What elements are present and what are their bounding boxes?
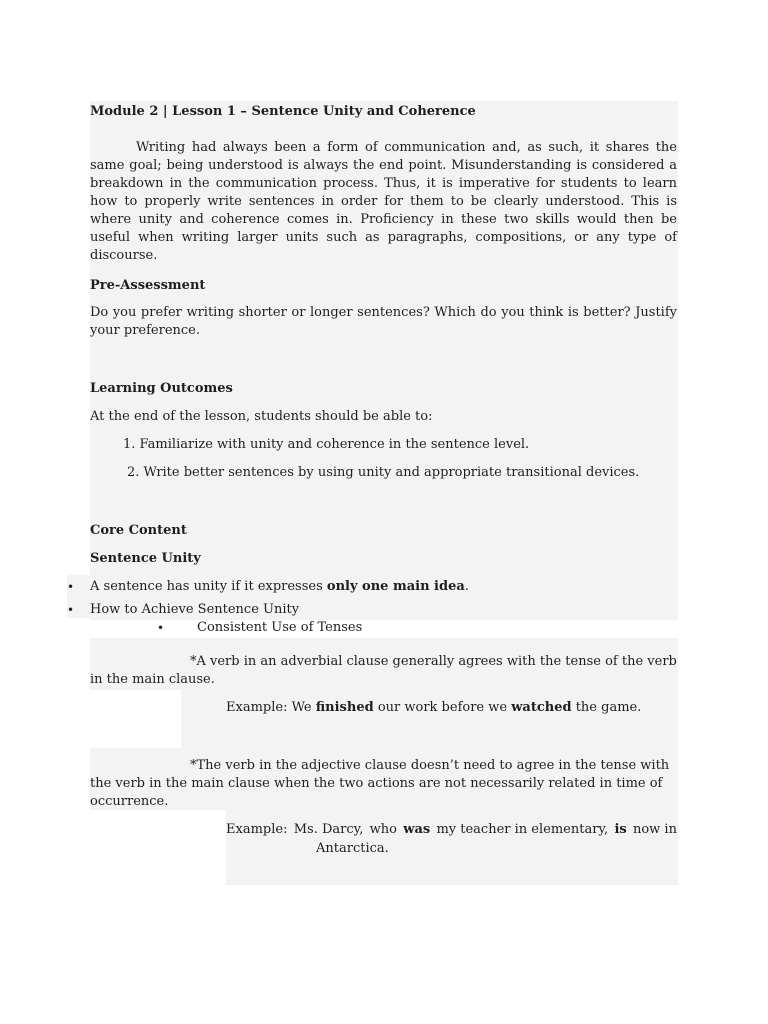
example-2-label: Example:	[226, 822, 288, 837]
example-2-now: now in	[632, 822, 677, 837]
rule-2-text: *The verb in the adjective clause doesn’t need to agree in the tense with the verb in the main clause when the two actions are not necessarily related in time of occurrence.	[90, 758, 670, 809]
outcome-item-2: 2. Write better sentences by using unity and appropriate transitional devices.	[127, 465, 640, 480]
example-2-line-1	[226, 821, 677, 839]
example-1-verb-2: watched	[511, 700, 572, 715]
example-2-verb-is: is	[614, 822, 627, 837]
example-1-label: Example: We	[226, 700, 316, 715]
example-1-mid: our work before we	[373, 700, 512, 715]
example-2-verb-was: was	[403, 822, 431, 837]
pre-assessment-text: Do you prefer writing shorter or longer sentences? Which do you think is better? Justify your preference.	[90, 305, 677, 338]
bullet-icon: •	[67, 603, 75, 617]
outcome-item-1: 1. Familiarize with unity and coherence in the sentence level.	[123, 437, 530, 452]
bullet-item-1	[90, 578, 469, 596]
example-2-mid: my teacher in elementary,	[436, 822, 609, 837]
bullet-icon: •	[67, 580, 75, 594]
bullet-1-text: A sentence has unity if it expresses	[90, 579, 327, 594]
example-1-end: the game.	[571, 700, 642, 715]
example-1	[226, 699, 641, 717]
example-1-verb-1: finished	[315, 700, 374, 715]
bullet-item-2: How to Achieve Sentence Unity	[90, 602, 300, 617]
core-content-heading: Core Content	[90, 523, 187, 538]
sentence-unity-heading: Sentence Unity	[90, 551, 201, 566]
learning-outcomes-intro: At the end of the lesson, students should be able to:	[90, 409, 433, 424]
bullet-1-emphasis: only one main idea	[326, 579, 465, 594]
rule-1-text: *A verb in an adverbial clause generally agrees with the tense of the verb in the main clause.	[90, 654, 677, 687]
pre-assessment-heading: Pre-Assessment	[90, 278, 206, 293]
bullet-1-period: .	[464, 579, 469, 594]
sub-bullet-item: Consistent Use of Tenses	[197, 620, 363, 635]
learning-outcomes-heading: Learning Outcomes	[90, 381, 233, 396]
intro-paragraph: Writing had always been a form of communication and, as such, it shares the same goal; being understood is always the end point. Misunderstanding is considered a breakdown in the communication process. Thus, it is imperative for students to learn how to properly write sentences in order for them to be clearly understood. This is where unity and coherence comes in. Proficiency in these two skills would then be useful when writing larger units such as paragraphs, compositions, or any type of discourse.	[90, 140, 677, 263]
example-2-who: who	[369, 822, 397, 837]
sub-bullet-icon: •	[157, 621, 165, 635]
example-2-name: Ms. Darcy,	[293, 822, 364, 837]
example-2-line-2: Antarctica.	[316, 841, 389, 856]
page-title: Module 2 | Lesson 1 – Sentence Unity and Coherence	[90, 104, 476, 119]
